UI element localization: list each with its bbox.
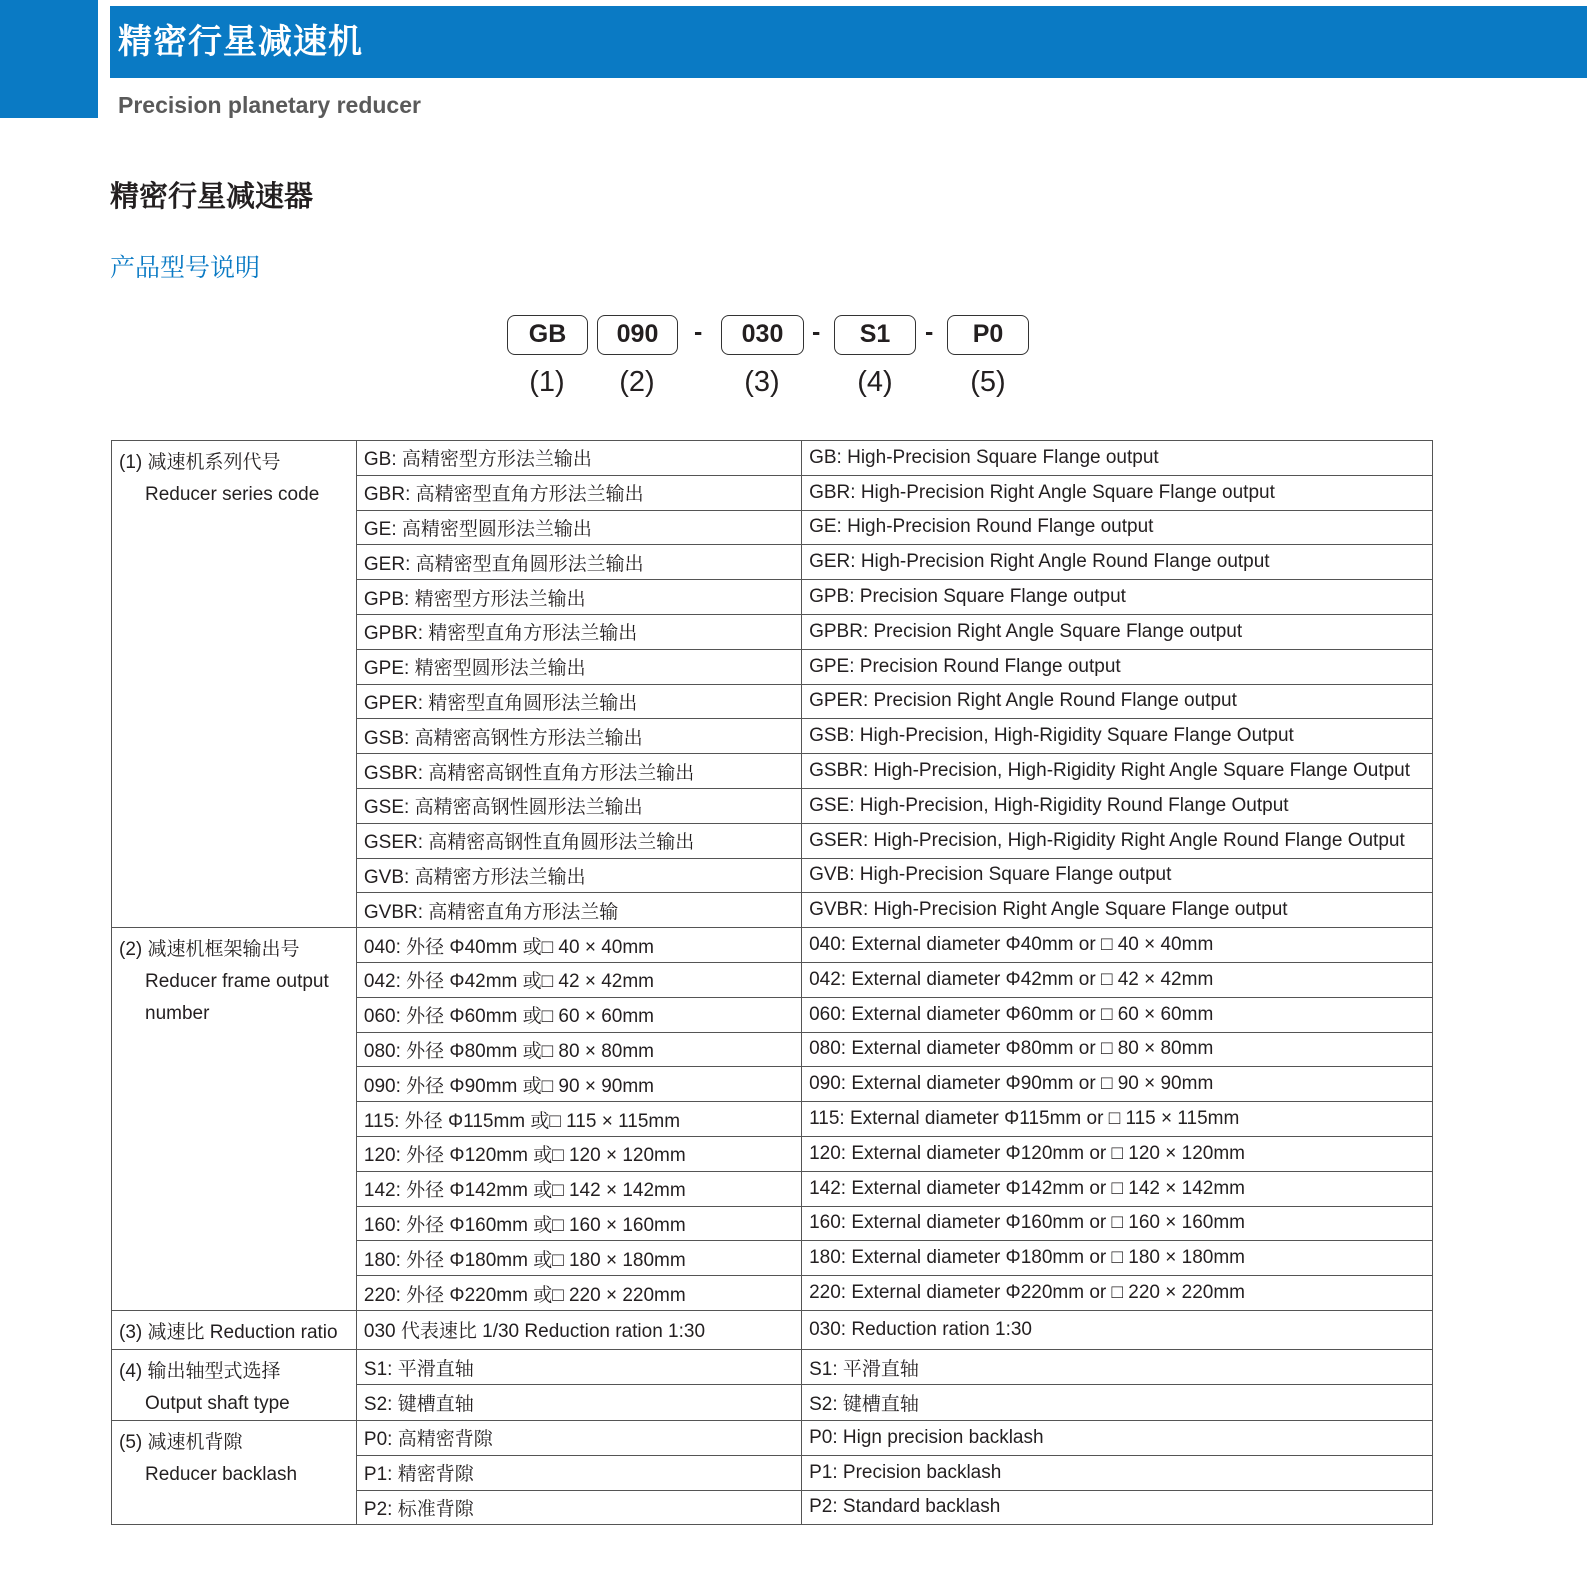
code-box-series: GB bbox=[507, 315, 588, 355]
option-zh-cell: 115: 外径 Φ115mm 或□ 115 × 115mm bbox=[356, 1102, 801, 1137]
option-zh-cell: GB: 高精密型方形法兰输出 bbox=[356, 441, 801, 476]
category-label-en: Reducer backlash bbox=[145, 1463, 298, 1485]
spec-table bbox=[111, 440, 1433, 1525]
category-label-en: Reducer frame output bbox=[145, 971, 329, 993]
option-en-cell: GSBR: High-Precision, High-Rigidity Right Angle Square Flange Output bbox=[802, 754, 1433, 789]
option-zh-cell: 042: 外径 Φ42mm 或□ 42 × 42mm bbox=[356, 962, 801, 997]
option-en-cell: 080: External diameter Φ80mm or □ 80 × 80mm bbox=[802, 1032, 1433, 1067]
option-zh-cell: P0: 高精密背隙 bbox=[356, 1420, 801, 1455]
option-en-cell: 160: External diameter Φ160mm or □ 160 × 160mm bbox=[802, 1206, 1433, 1241]
option-zh-cell: P1: 精密背隙 bbox=[356, 1455, 801, 1490]
option-zh-cell: 080: 外径 Φ80mm 或□ 80 × 80mm bbox=[356, 1032, 801, 1067]
category-cell bbox=[112, 928, 357, 1311]
option-en-cell: S2: 键槽直轴 bbox=[802, 1385, 1433, 1421]
option-zh-cell: GPB: 精密型方形法兰输出 bbox=[356, 580, 801, 615]
option-en-cell: 040: External diameter Φ40mm or □ 40 × 40mm bbox=[802, 928, 1433, 963]
option-zh-cell: 030 代表速比 1/30 Reduction ration 1:30 bbox=[356, 1310, 801, 1349]
option-en-cell: 142: External diameter Φ142mm or □ 142 × 142mm bbox=[802, 1171, 1433, 1206]
option-zh-cell: GPER: 精密型直角圆形法兰输出 bbox=[356, 684, 801, 719]
code-index: (4) bbox=[857, 366, 893, 398]
option-en-cell: P2: Standard backlash bbox=[802, 1490, 1433, 1525]
option-en-cell: GVB: High-Precision Square Flange output bbox=[802, 858, 1433, 893]
option-zh-cell: P2: 标准背隙 bbox=[356, 1490, 801, 1525]
option-en-cell: 060: External diameter Φ60mm or □ 60 × 60mm bbox=[802, 997, 1433, 1032]
option-en-cell: 030: Reduction ration 1:30 bbox=[802, 1310, 1433, 1349]
table-row bbox=[112, 1349, 1433, 1385]
code-index: (3) bbox=[744, 366, 780, 398]
page-subtitle: Precision planetary reducer bbox=[118, 92, 421, 118]
option-en-cell: GE: High-Precision Round Flange output bbox=[802, 510, 1433, 545]
code-dash: - bbox=[925, 318, 934, 346]
option-zh-cell: S1: 平滑直轴 bbox=[356, 1349, 801, 1385]
option-zh-cell: GPBR: 精密型直角方形法兰输出 bbox=[356, 614, 801, 649]
code-dash: - bbox=[694, 318, 703, 346]
option-zh-cell: 220: 外径 Φ220mm 或□ 220 × 220mm bbox=[356, 1276, 801, 1311]
option-en-cell: GPB: Precision Square Flange output bbox=[802, 580, 1433, 615]
option-zh-cell: GPE: 精密型圆形法兰输出 bbox=[356, 649, 801, 684]
option-en-cell: GSE: High-Precision, High-Rigidity Round Flange Output bbox=[802, 788, 1433, 823]
option-zh-cell: 120: 外径 Φ120mm 或□ 120 × 120mm bbox=[356, 1136, 801, 1171]
option-zh-cell: 060: 外径 Φ60mm 或□ 60 × 60mm bbox=[356, 997, 801, 1032]
option-en-cell: 180: External diameter Φ180mm or □ 180 × 180mm bbox=[802, 1241, 1433, 1276]
code-box-backlash: P0 bbox=[947, 315, 1029, 355]
option-zh-cell: S2: 键槽直轴 bbox=[356, 1385, 801, 1421]
code-box-shaft: S1 bbox=[834, 315, 916, 355]
option-zh-cell: 160: 外径 Φ160mm 或□ 160 × 160mm bbox=[356, 1206, 801, 1241]
category-label-zh: (2) 减速机框架输出号 bbox=[119, 939, 300, 961]
category-label-zh: (1) 减速机系列代号 bbox=[119, 452, 281, 473]
option-en-cell: GER: High-Precision Right Angle Round Flange output bbox=[802, 545, 1433, 580]
option-en-cell: GPBR: Precision Right Angle Square Flange output bbox=[802, 614, 1433, 649]
option-en-cell: GPE: Precision Round Flange output bbox=[802, 649, 1433, 684]
code-box-ratio: 030 bbox=[721, 315, 804, 355]
option-en-cell: GSB: High-Precision, High-Rigidity Square Flange Output bbox=[802, 719, 1433, 754]
category-label-en: Output shaft type bbox=[145, 1392, 290, 1414]
option-zh-cell: GSBR: 高精密高钢性直角方形法兰输出 bbox=[356, 754, 801, 789]
page-title: 精密行星减速机 bbox=[118, 22, 363, 62]
option-zh-cell: 040: 外径 Φ40mm 或□ 40 × 40mm bbox=[356, 928, 801, 963]
table-row bbox=[112, 441, 1433, 476]
table-row bbox=[112, 1420, 1433, 1455]
option-zh-cell: 090: 外径 Φ90mm 或□ 90 × 90mm bbox=[356, 1067, 801, 1102]
code-box-frame: 090 bbox=[597, 315, 678, 355]
category-label-zh: (5) 减速机背隙 bbox=[119, 1431, 243, 1453]
header-left-block bbox=[0, 0, 98, 118]
option-en-cell: GVBR: High-Precision Right Angle Square Flange output bbox=[802, 893, 1433, 928]
option-en-cell: GSER: High-Precision, High-Rigidity Right Angle Round Flange Output bbox=[802, 823, 1433, 858]
option-zh-cell: GE: 高精密型圆形法兰输出 bbox=[356, 510, 801, 545]
option-en-cell: 042: External diameter Φ42mm or □ 42 × 42mm bbox=[802, 962, 1433, 997]
option-zh-cell: GSB: 高精密高钢性方形法兰输出 bbox=[356, 719, 801, 754]
category-cell bbox=[112, 1310, 357, 1349]
option-zh-cell: GER: 高精密型直角圆形法兰输出 bbox=[356, 545, 801, 580]
option-zh-cell: GBR: 高精密型直角方形法兰输出 bbox=[356, 475, 801, 510]
model-description-title: 产品型号说明 bbox=[110, 253, 261, 282]
option-zh-cell: GSER: 高精密高钢性直角圆形法兰输出 bbox=[356, 823, 801, 858]
code-index: (2) bbox=[619, 366, 655, 398]
option-zh-cell: GSE: 高精密高钢性圆形法兰输出 bbox=[356, 788, 801, 823]
category-cell bbox=[112, 1349, 357, 1420]
code-dash: - bbox=[812, 318, 821, 346]
option-en-cell: GPER: Precision Right Angle Round Flange output bbox=[802, 684, 1433, 719]
option-zh-cell: GVB: 高精密方形法兰输出 bbox=[356, 858, 801, 893]
code-index: (5) bbox=[970, 366, 1006, 398]
section-heading: 精密行星减速器 bbox=[110, 179, 314, 213]
option-en-cell: GB: High-Precision Square Flange output bbox=[802, 441, 1433, 476]
code-index: (1) bbox=[529, 366, 565, 398]
option-en-cell: S1: 平滑直轴 bbox=[802, 1349, 1433, 1385]
category-label-zh: (4) 输出轴型式选择 bbox=[119, 1360, 281, 1382]
option-en-cell: P1: Precision backlash bbox=[802, 1455, 1433, 1490]
option-en-cell: P0: Hign precision backlash bbox=[802, 1420, 1433, 1455]
category-cell bbox=[112, 441, 357, 928]
category-label-en: Reducer series code bbox=[145, 484, 320, 505]
option-en-cell: GBR: High-Precision Right Angle Square Flange output bbox=[802, 475, 1433, 510]
category-label-en: number bbox=[145, 1003, 210, 1025]
table-row bbox=[112, 1310, 1433, 1349]
option-zh-cell: GVBR: 高精密直角方形法兰输 bbox=[356, 893, 801, 928]
category-label-zh: (3) 减速比 Reduction ratio bbox=[119, 1321, 338, 1343]
option-zh-cell: 142: 外径 Φ142mm 或□ 142 × 142mm bbox=[356, 1171, 801, 1206]
option-en-cell: 090: External diameter Φ90mm or □ 90 × 90mm bbox=[802, 1067, 1433, 1102]
option-en-cell: 220: External diameter Φ220mm or □ 220 × 220mm bbox=[802, 1276, 1433, 1311]
option-en-cell: 120: External diameter Φ120mm or □ 120 × 120mm bbox=[802, 1136, 1433, 1171]
table-row bbox=[112, 928, 1433, 963]
category-cell bbox=[112, 1420, 357, 1524]
option-en-cell: 115: External diameter Φ115mm or □ 115 × 115mm bbox=[802, 1102, 1433, 1137]
option-zh-cell: 180: 外径 Φ180mm 或□ 180 × 180mm bbox=[356, 1241, 801, 1276]
